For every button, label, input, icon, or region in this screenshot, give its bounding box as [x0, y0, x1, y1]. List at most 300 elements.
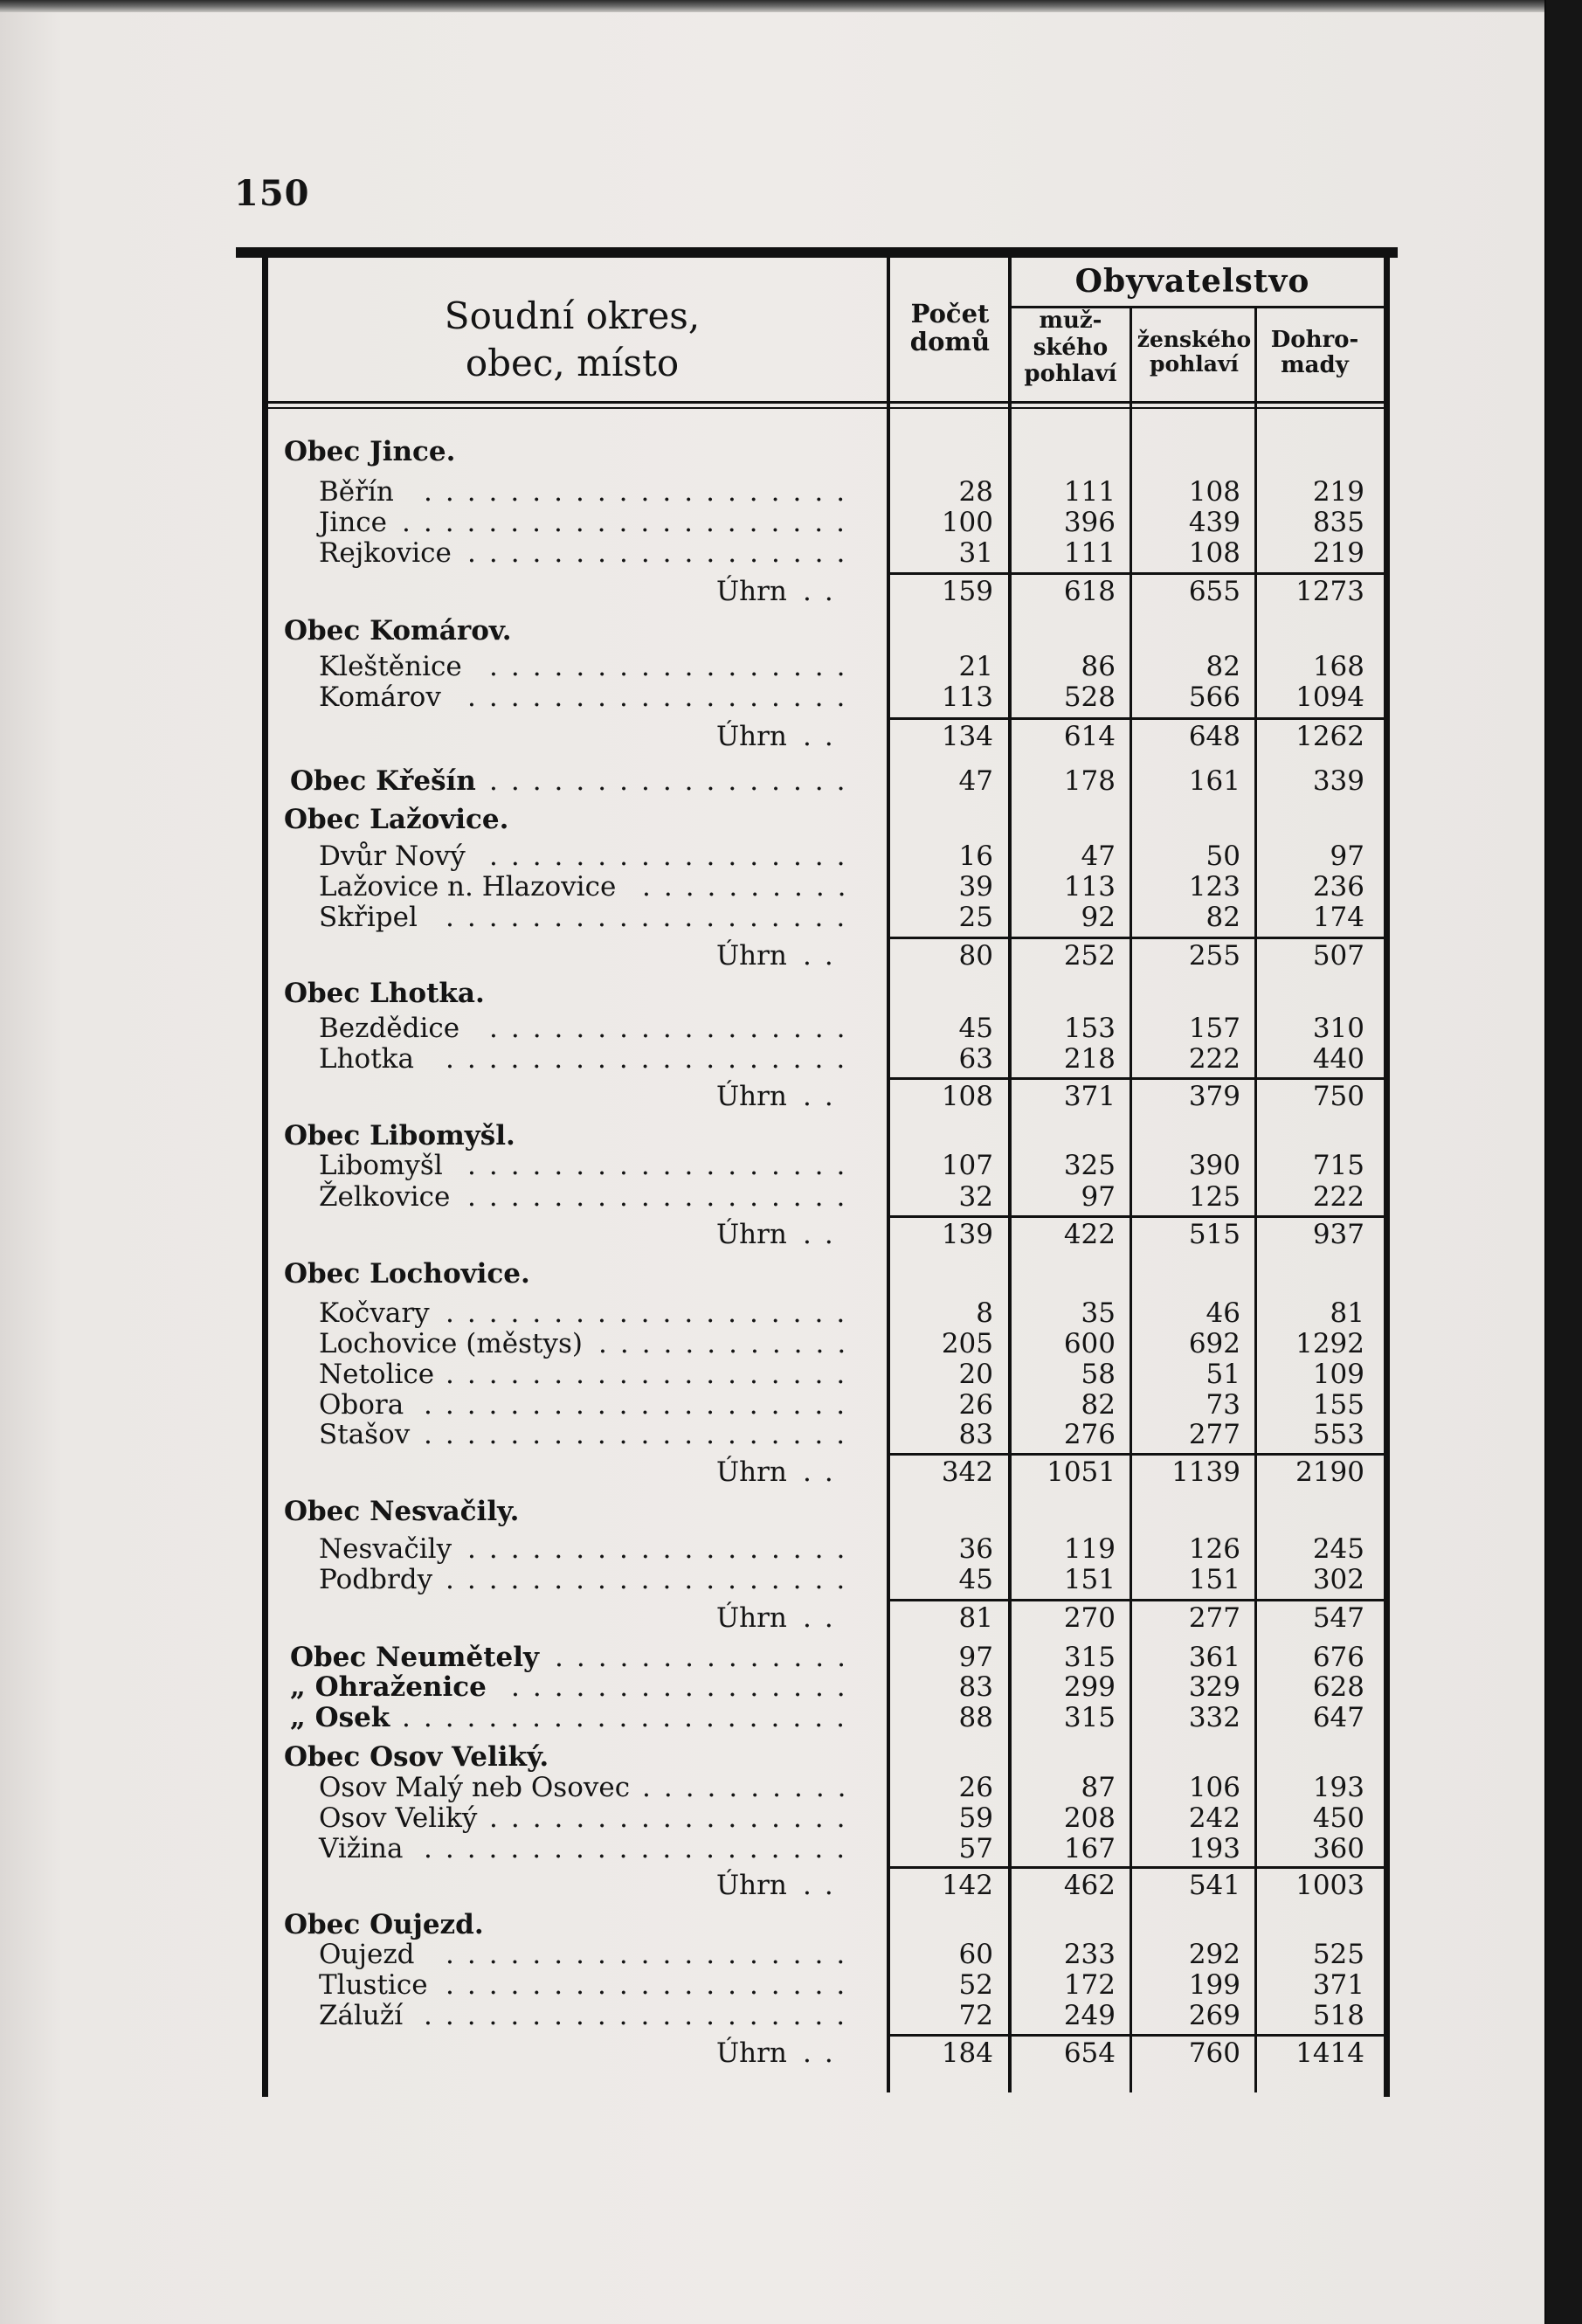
cell-dohromady: 440 — [1312, 1043, 1364, 1075]
cell-muzskeho: 249 — [1063, 2000, 1116, 2031]
cell-pocet-domu: 184 — [941, 2037, 993, 2069]
total-row — [0, 722, 1398, 751]
place-name: „ Osek — [290, 1702, 390, 1733]
cell-muzskeho: 276 — [1063, 1419, 1116, 1450]
place-name: Obec Lhotka. — [284, 978, 485, 1009]
dot-leader: .................. — [467, 1181, 859, 1213]
table-row — [0, 1329, 1398, 1359]
place-name: Obec Lochovice. — [284, 1258, 530, 1290]
cell-muzskeho: 82 — [1081, 1389, 1116, 1421]
cell-muzskeho: 87 — [1081, 1772, 1116, 1803]
cell-pocet-domu: 32 — [958, 1181, 993, 1213]
cell-zenskeho: 106 — [1188, 1772, 1240, 1803]
cell-dohromady: 245 — [1312, 1533, 1364, 1565]
cell-pocet-domu: 63 — [958, 1043, 993, 1075]
table-row — [0, 682, 1398, 712]
dot-leader: .............. — [555, 1642, 859, 1673]
cell-zenskeho: 157 — [1188, 1013, 1240, 1044]
cell-muzskeho: 233 — [1063, 1939, 1116, 1970]
place-name: Obec Nesvačily. — [284, 1496, 520, 1527]
cell-muzskeho: 270 — [1063, 1602, 1116, 1634]
cell-dohromady: 937 — [1312, 1219, 1364, 1250]
cell-dohromady: 2190 — [1295, 1456, 1364, 1488]
cell-dohromady: 219 — [1312, 537, 1364, 569]
cell-muzskeho: 315 — [1063, 1702, 1116, 1733]
table-row — [0, 538, 1398, 568]
sum-rule — [890, 2034, 1385, 2037]
header-bottom-rule — [262, 401, 1389, 404]
cell-zenskeho: 269 — [1188, 2000, 1240, 2031]
cell-pocet-domu: 21 — [958, 651, 993, 682]
cell-muzskeho: 97 — [1081, 1181, 1116, 1213]
dot-leader: ................. — [489, 1013, 859, 1044]
table-row — [0, 1643, 1398, 1672]
cell-pocet-domu: 8 — [976, 1297, 993, 1329]
dot-leader: ................... — [446, 1564, 859, 1595]
place-name: Lhotka — [319, 1043, 414, 1075]
place-name: Rejkovice — [319, 537, 452, 569]
cell-muzskeho: 113 — [1063, 871, 1116, 903]
cell-dohromady: 155 — [1312, 1389, 1364, 1421]
cell-pocet-domu: 80 — [958, 940, 993, 972]
cell-dohromady: 339 — [1312, 765, 1364, 797]
header-dohro-line1: Dohro- — [1270, 327, 1359, 353]
group-heading-row — [0, 1910, 1398, 1940]
dot-leader: ............ — [598, 1328, 860, 1359]
place-name: Skřipel — [319, 902, 418, 933]
cell-dohromady: 507 — [1312, 940, 1364, 972]
cell-dohromady: 647 — [1312, 1702, 1364, 1733]
cell-pocet-domu: 81 — [958, 1602, 993, 1634]
cell-zenskeho: 222 — [1188, 1043, 1240, 1075]
dot-leader: .................. — [467, 1150, 859, 1181]
place-name: Jince — [319, 507, 388, 538]
total-label: Úhrn — [716, 1870, 787, 1901]
cell-muzskeho: 396 — [1063, 507, 1116, 538]
group-heading-row — [0, 1497, 1398, 1526]
cell-pocet-domu: 113 — [941, 681, 993, 713]
header-muzskeho — [1012, 308, 1130, 388]
total-label: Úhrn — [716, 1456, 787, 1488]
cell-muzskeho: 208 — [1063, 1802, 1116, 1834]
page-number: 150 — [234, 173, 310, 214]
cell-muzskeho: 1051 — [1047, 1456, 1116, 1488]
header-pocet-line2: domů — [909, 327, 991, 357]
table-row — [0, 1803, 1398, 1833]
place-name: Osov Malý neb Osovec — [319, 1772, 631, 1803]
dot-leader: ..................... — [402, 1702, 858, 1733]
total-label: Úhrn — [716, 1219, 787, 1250]
cell-dohromady: 302 — [1312, 1564, 1364, 1595]
total-label: Úhrn — [716, 1602, 787, 1634]
cell-dohromady: 97 — [1330, 840, 1364, 872]
dot-leader: .......... — [642, 1772, 860, 1803]
sum-rule — [890, 1453, 1385, 1456]
table-row — [0, 1151, 1398, 1180]
dot-leader: .. — [803, 940, 846, 972]
place-name: Kleštěnice — [319, 651, 462, 682]
dot-leader: .. — [803, 1870, 846, 1901]
dot-leader: .. — [803, 721, 846, 752]
cell-dohromady: 236 — [1312, 871, 1364, 903]
place-name: Osov Veliký — [319, 1802, 478, 1834]
total-label: Úhrn — [716, 940, 787, 972]
cell-muzskeho: 528 — [1063, 681, 1116, 713]
place-name: Lažovice n. Hlazovice — [319, 871, 617, 903]
cell-zenskeho: 292 — [1188, 1939, 1240, 1970]
place-name: Obec Komárov. — [284, 615, 512, 647]
dot-leader: .. — [803, 576, 846, 607]
cell-zenskeho: 439 — [1188, 507, 1240, 538]
table-row — [0, 1672, 1398, 1702]
place-name: Kočvary — [319, 1297, 430, 1329]
cell-dohromady: 222 — [1312, 1181, 1364, 1213]
cell-pocet-domu: 159 — [941, 576, 993, 607]
cell-dohromady: 1414 — [1295, 2037, 1364, 2069]
dot-leader: ................... — [446, 1969, 859, 2001]
table-row — [0, 872, 1398, 902]
place-name: Lochovice (městys) — [319, 1328, 583, 1359]
dot-leader: .................... — [424, 1419, 859, 1450]
header-muz-line2: ského — [1033, 334, 1109, 361]
cell-muzskeho: 58 — [1081, 1359, 1116, 1390]
cell-dohromady: 219 — [1312, 476, 1364, 508]
cell-muzskeho: 111 — [1063, 537, 1116, 569]
cell-pocet-domu: 36 — [958, 1533, 993, 1565]
cell-muzskeho: 111 — [1063, 476, 1116, 508]
cell-zenskeho: 151 — [1188, 1564, 1240, 1595]
cell-zenskeho: 242 — [1188, 1802, 1240, 1834]
cell-pocet-domu: 134 — [941, 721, 993, 752]
place-name: Obora — [319, 1389, 404, 1421]
dot-leader: ................... — [446, 902, 859, 933]
place-name: Obec Osov Veliký. — [284, 1741, 549, 1773]
cell-zenskeho: 108 — [1188, 476, 1240, 508]
cell-dohromady: 168 — [1312, 651, 1364, 682]
dot-leader: .................. — [467, 1533, 859, 1565]
sum-rule — [890, 1077, 1385, 1080]
cell-zenskeho: 277 — [1188, 1602, 1240, 1634]
cell-zenskeho: 541 — [1188, 1870, 1240, 1901]
table-row — [0, 2001, 1398, 2030]
place-name: Podbrdy — [319, 1564, 433, 1595]
cell-zenskeho: 390 — [1188, 1150, 1240, 1181]
cell-pocet-domu: 107 — [941, 1150, 993, 1181]
cell-muzskeho: 462 — [1063, 1870, 1116, 1901]
table-row — [0, 1182, 1398, 1212]
table-row — [0, 1773, 1398, 1802]
dot-leader: .................. — [467, 681, 859, 713]
dot-leader: .................... — [424, 1389, 859, 1421]
dot-leader: ................. — [489, 651, 859, 682]
cell-pocet-domu: 45 — [958, 1564, 993, 1595]
dot-leader: ................. — [489, 840, 859, 872]
place-name: Bezdědice — [319, 1013, 460, 1044]
table-row — [0, 508, 1398, 537]
cell-muzskeho: 218 — [1063, 1043, 1116, 1075]
sum-rule — [890, 1599, 1385, 1601]
total-row — [0, 1603, 1398, 1633]
cell-muzskeho: 618 — [1063, 576, 1116, 607]
cell-zenskeho: 123 — [1188, 871, 1240, 903]
place-name: Obec Neumětely — [290, 1642, 540, 1673]
cell-dohromady: 750 — [1312, 1081, 1364, 1112]
table-row — [0, 841, 1398, 871]
cell-pocet-domu: 26 — [958, 1389, 993, 1421]
cell-muzskeho: 325 — [1063, 1150, 1116, 1181]
cell-zenskeho: 379 — [1188, 1081, 1240, 1112]
sum-rule — [890, 717, 1385, 720]
cell-zenskeho: 255 — [1188, 940, 1240, 972]
place-name: Komárov — [319, 681, 441, 713]
cell-dohromady: 1262 — [1295, 721, 1364, 752]
place-name: Obec Křešín — [290, 765, 476, 797]
table-row — [0, 1565, 1398, 1594]
place-name: Obec Oujezd. — [284, 1909, 484, 1940]
cell-zenskeho: 108 — [1188, 537, 1240, 569]
group-heading-row — [0, 1259, 1398, 1289]
cell-dohromady: 193 — [1312, 1772, 1364, 1803]
header-dohro-line2: mady — [1281, 352, 1349, 379]
cell-pocet-domu: 72 — [958, 2000, 993, 2031]
cell-muzskeho: 178 — [1063, 765, 1116, 797]
table-row — [0, 1013, 1398, 1043]
cell-zenskeho: 361 — [1188, 1642, 1240, 1673]
place-name: „ Ohraženice — [290, 1671, 487, 1703]
total-label: Úhrn — [716, 2037, 787, 2069]
cell-dohromady: 518 — [1312, 2000, 1364, 2031]
place-name: Obec Libomyšl. — [284, 1120, 515, 1152]
cell-muzskeho: 600 — [1063, 1328, 1116, 1359]
cell-dohromady: 1292 — [1295, 1328, 1364, 1359]
table-row — [0, 1390, 1398, 1420]
cell-muzskeho: 119 — [1063, 1533, 1116, 1565]
total-row — [0, 1220, 1398, 1249]
header-pocet-line1: Počet — [910, 299, 990, 329]
cell-zenskeho: 566 — [1188, 681, 1240, 713]
group-heading-row — [0, 437, 1398, 467]
cell-pocet-domu: 28 — [958, 476, 993, 508]
cell-pocet-domu: 205 — [941, 1328, 993, 1359]
place-name: Záluží — [319, 2000, 404, 2031]
place-name: Želkovice — [319, 1181, 451, 1213]
cell-dohromady: 109 — [1312, 1359, 1364, 1390]
place-name: Obec Jince. — [284, 436, 456, 467]
cell-zenskeho: 332 — [1188, 1702, 1240, 1733]
group-heading-row — [0, 1121, 1398, 1151]
cell-zenskeho: 82 — [1205, 651, 1240, 682]
cell-muzskeho: 153 — [1063, 1013, 1116, 1044]
dot-leader: .................. — [467, 537, 859, 569]
cell-dohromady: 81 — [1330, 1297, 1364, 1329]
total-row — [0, 941, 1398, 971]
header-dohromady — [1258, 328, 1371, 378]
cell-zenskeho: 199 — [1188, 1969, 1240, 2001]
cell-dohromady: 1094 — [1295, 681, 1364, 713]
cell-pocet-domu: 47 — [958, 765, 993, 797]
table-row — [0, 1420, 1398, 1449]
header-muz-line1: muž- — [1039, 308, 1102, 334]
dot-leader: ................... — [446, 1939, 859, 1970]
dot-leader: ................. — [489, 765, 859, 797]
cell-zenskeho: 760 — [1188, 2037, 1240, 2069]
group-heading-row — [0, 1742, 1398, 1772]
cell-dohromady: 360 — [1312, 1833, 1364, 1864]
cell-pocet-domu: 20 — [958, 1359, 993, 1390]
group-heading-row — [0, 616, 1398, 646]
total-label: Úhrn — [716, 576, 787, 607]
cell-pocet-domu: 342 — [941, 1456, 993, 1488]
cell-muzskeho: 47 — [1081, 840, 1116, 872]
header-title-line1: Soudní okres, — [444, 294, 701, 337]
header-title-line2: obec, místo — [465, 341, 680, 384]
table-row — [0, 1940, 1398, 1969]
header-zen-line1: ženského — [1136, 327, 1252, 352]
place-name: Nesvačily — [319, 1533, 452, 1565]
total-label: Úhrn — [716, 721, 787, 752]
table-row — [0, 1298, 1398, 1328]
cell-zenskeho: 655 — [1188, 576, 1240, 607]
cell-pocet-domu: 60 — [958, 1939, 993, 1970]
cell-dohromady: 174 — [1312, 902, 1364, 933]
cell-zenskeho: 1139 — [1171, 1456, 1240, 1488]
cell-pocet-domu: 83 — [958, 1671, 993, 1703]
cell-muzskeho: 151 — [1063, 1564, 1116, 1595]
table-row — [0, 652, 1398, 681]
cell-pocet-domu: 97 — [958, 1642, 993, 1673]
total-row — [0, 1082, 1398, 1111]
cell-dohromady: 310 — [1312, 1013, 1364, 1044]
cell-pocet-domu: 39 — [958, 871, 993, 903]
cell-zenskeho: 51 — [1205, 1359, 1240, 1390]
cell-zenskeho: 46 — [1205, 1297, 1240, 1329]
cell-dohromady: 547 — [1312, 1602, 1364, 1634]
cell-pocet-domu: 108 — [941, 1081, 993, 1112]
cell-dohromady: 371 — [1312, 1969, 1364, 2001]
cell-dohromady: 450 — [1312, 1802, 1364, 1834]
cell-dohromady: 715 — [1312, 1150, 1364, 1181]
place-name: Dvůr Nový — [319, 840, 466, 872]
place-name: Tlustice — [319, 1969, 428, 2001]
dot-leader: ................. — [489, 1802, 859, 1834]
cell-pocet-domu: 45 — [958, 1013, 993, 1044]
cell-zenskeho: 193 — [1188, 1833, 1240, 1864]
cell-dohromady: 525 — [1312, 1939, 1364, 1970]
cell-zenskeho: 73 — [1205, 1389, 1240, 1421]
dot-leader: .. — [803, 1081, 846, 1112]
dot-leader: ................... — [446, 1359, 859, 1390]
header-obyvatelstvo: Obyvatelstvo — [1074, 263, 1310, 300]
cell-muzskeho: 422 — [1063, 1219, 1116, 1250]
cell-dohromady: 676 — [1312, 1642, 1364, 1673]
cell-zenskeho: 515 — [1188, 1219, 1240, 1250]
header-muz-line3: pohlaví — [1024, 361, 1117, 388]
cell-pocet-domu: 25 — [958, 902, 993, 933]
dot-leader: ..................... — [402, 507, 858, 538]
cell-zenskeho: 692 — [1188, 1328, 1240, 1359]
table-row — [0, 1534, 1398, 1564]
table-row — [0, 477, 1398, 507]
place-name: Obec Lažovice. — [284, 804, 509, 835]
table-row — [0, 1359, 1398, 1389]
cell-muzskeho: 371 — [1063, 1081, 1116, 1112]
cell-muzskeho: 614 — [1063, 721, 1116, 752]
cell-zenskeho: 126 — [1188, 1533, 1240, 1565]
place-name: Vižina — [319, 1833, 404, 1864]
cell-dohromady: 835 — [1312, 507, 1364, 538]
cell-dohromady: 628 — [1312, 1671, 1364, 1703]
scan-top-edge — [0, 0, 1582, 12]
cell-pocet-domu: 26 — [958, 1772, 993, 1803]
cell-pocet-domu: 59 — [958, 1802, 993, 1834]
dot-leader: .. — [803, 1602, 846, 1634]
group-heading-row — [0, 979, 1398, 1008]
cell-dohromady: 1273 — [1295, 576, 1364, 607]
header-pocet-domu — [891, 300, 1009, 356]
cell-pocet-domu: 142 — [941, 1870, 993, 1901]
sum-rule — [890, 1866, 1385, 1869]
table-row — [0, 903, 1398, 932]
table-row — [0, 1834, 1398, 1864]
total-row — [0, 577, 1398, 606]
dot-leader: ................ — [511, 1671, 859, 1703]
total-label: Úhrn — [716, 1081, 787, 1112]
dot-leader: .. — [803, 1219, 846, 1250]
cell-muzskeho: 167 — [1063, 1833, 1116, 1864]
dot-leader: .......... — [642, 871, 860, 903]
cell-pocet-domu: 52 — [958, 1969, 993, 2001]
total-row — [0, 1871, 1398, 1900]
dot-leader: .................... — [424, 1833, 859, 1864]
cell-zenskeho: 648 — [1188, 721, 1240, 752]
place-name: Libomyšl — [319, 1150, 443, 1181]
dot-leader: ................... — [446, 1043, 859, 1075]
cell-zenskeho: 329 — [1188, 1671, 1240, 1703]
table-row — [0, 1044, 1398, 1074]
cell-muzskeho: 299 — [1063, 1671, 1116, 1703]
sum-rule — [890, 937, 1385, 939]
cell-muzskeho: 172 — [1063, 1969, 1116, 2001]
scan-right-edge — [1546, 0, 1582, 2324]
dot-leader: .................... — [424, 2000, 859, 2031]
place-name: Oujezd — [319, 1939, 415, 1970]
dot-leader: .. — [803, 2037, 846, 2069]
total-row — [0, 1457, 1398, 1487]
cell-pocet-domu: 88 — [958, 1702, 993, 1733]
group-heading-row — [0, 805, 1398, 834]
table-row — [0, 1970, 1398, 2000]
header-bottom-rule-2 — [262, 407, 1389, 409]
table-row — [0, 766, 1398, 796]
place-name: Běřín — [319, 476, 394, 508]
cell-muzskeho: 86 — [1081, 651, 1116, 682]
cell-muzskeho: 315 — [1063, 1642, 1116, 1673]
place-name: Netolice — [319, 1359, 435, 1390]
cell-muzskeho: 654 — [1063, 2037, 1116, 2069]
dot-leader: ................... — [446, 1297, 859, 1329]
header-zenskeho — [1132, 328, 1256, 377]
cell-zenskeho: 125 — [1188, 1181, 1240, 1213]
total-row — [0, 2038, 1398, 2068]
top-rule — [236, 247, 1398, 258]
cell-pocet-domu: 139 — [941, 1219, 993, 1250]
header-title — [271, 293, 874, 387]
cell-dohromady: 1003 — [1295, 1870, 1364, 1901]
cell-pocet-domu: 57 — [958, 1833, 993, 1864]
sum-rule — [890, 572, 1385, 575]
header-zen-line2: pohlaví — [1149, 351, 1240, 377]
sum-rule — [890, 1215, 1385, 1218]
